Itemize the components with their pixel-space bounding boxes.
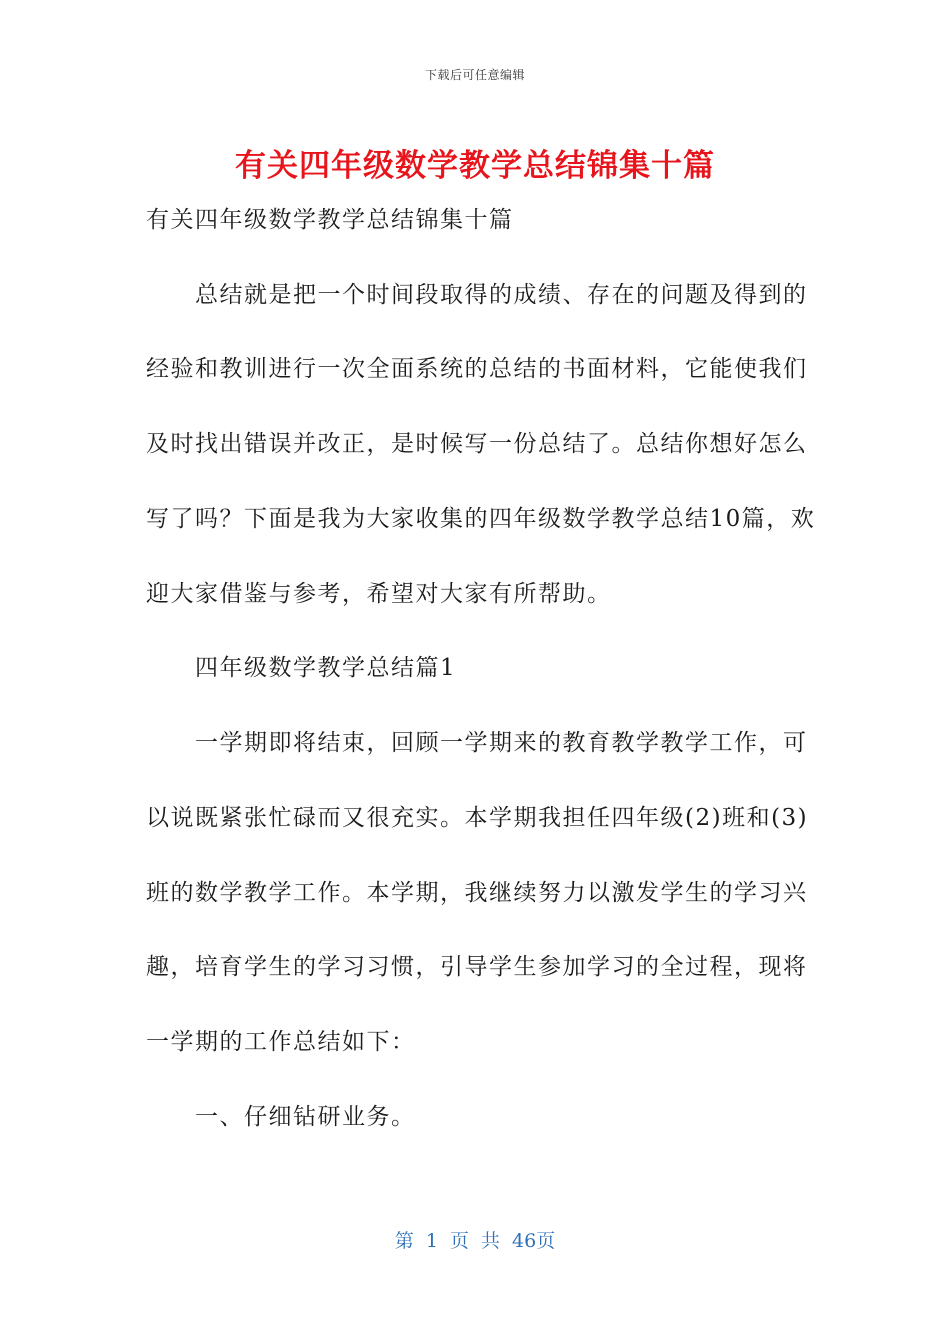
subtitle-line: 有关四年级数学教学总结锦集十篇 <box>146 207 514 233</box>
paragraph-line: 经验和教训进行一次全面系统的总结的书面材料，它能使我们 <box>146 356 808 382</box>
paragraph-line: 写了吗？下面是我为大家收集的四年级数学教学总结10篇，欢 <box>146 506 816 532</box>
paragraph-line: 班的数学教学工作。本学期，我继续努力以激发学生的学习兴 <box>146 880 808 906</box>
page-number-footer: 第 1 页 共 46页 <box>394 1230 556 1252</box>
paragraph-line: 趣，培育学生的学习习惯，引导学生参加学习的全过程，现将 <box>146 954 808 980</box>
paragraph-line: 一学期的工作总结如下： <box>146 1029 416 1055</box>
section-heading: 四年级数学教学总结篇1 <box>146 655 457 681</box>
document-title: 有关四年级数学教学总结锦集十篇 <box>235 148 715 184</box>
paragraph-line: 总结就是把一个时间段取得的成绩、存在的问题及得到的 <box>146 282 808 308</box>
header-note: 下载后可任意编辑 <box>424 68 525 82</box>
paragraph-line: 迎大家借鉴与参考，希望对大家有所帮助。 <box>146 581 612 607</box>
paragraph-line: 一学期即将结束，回顾一学期来的教育教学教学工作，可 <box>146 730 808 756</box>
subsection-heading: 一、仔细钻研业务。 <box>146 1104 416 1130</box>
paragraph-line: 及时找出错误并改正，是时候写一份总结了。总结你想好怎么 <box>146 431 808 457</box>
paragraph-line: 以说既紧张忙碌而又很充实。本学期我担任四年级(2)班和(3) <box>146 805 809 831</box>
